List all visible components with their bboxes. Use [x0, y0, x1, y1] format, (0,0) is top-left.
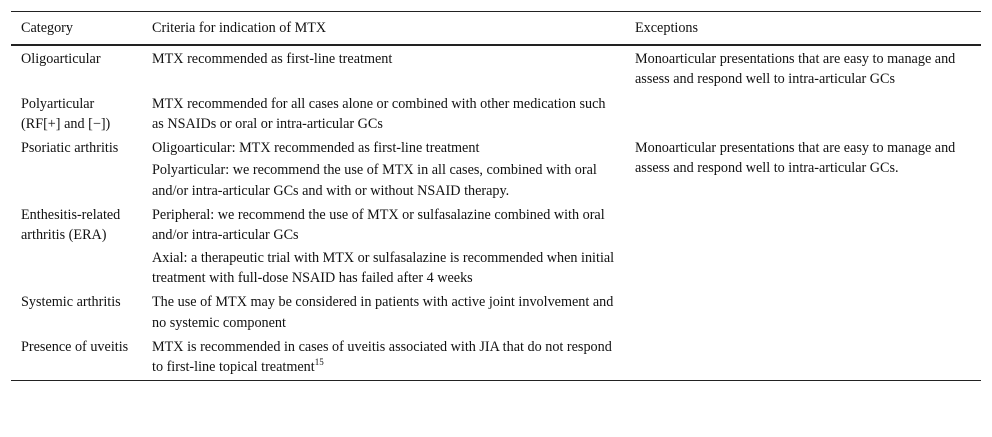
cell-criteria [142, 45, 625, 94]
cell-criteria [142, 94, 625, 139]
cell-exceptions: Monoarticular presentations that are easy to manage and assess and respond well to intra-articular GCs. [635, 140, 956, 177]
cell-exceptions [625, 337, 981, 381]
criteria-line-peripheral: Peripheral: we recommend the use of MTX or sulfasalazine combined with oral and/or intra-articular GCs [152, 207, 605, 244]
criteria-line: MTX recommended for all cases alone or combined with other medication such as NSAIDs or oral or intra-articular GCs [152, 95, 606, 132]
cell-criteria [142, 138, 625, 205]
cell-criteria [142, 292, 625, 337]
mtx-criteria-table [11, 11, 981, 381]
table-row-psoriatic-arthritis [11, 138, 981, 205]
header-category: Category [11, 12, 142, 46]
table-row-oligoarticular [11, 45, 981, 94]
mtx-criteria-table-container [11, 11, 981, 381]
cell-exceptions [625, 292, 981, 337]
table-row-systemic-arthritis [11, 292, 981, 337]
criteria-line-axial: Axial: a therapeutic trial with MTX or sulfasalazine is recommended when initial treatment with full-dose NSAID has failed after 4 weeks [152, 249, 615, 286]
cell-category: Enthesitis-related arthritis (ERA) [21, 207, 121, 244]
criteria-text: MTX is recommended in cases of uveitis associated with JIA that do not respond to first-line topical treatment [152, 338, 612, 376]
criteria-line-oligoarticular: Oligoarticular: MTX recommended as first-line treatment [152, 140, 480, 157]
cell-category: Systemic arthritis [21, 294, 121, 311]
cell-category: Oligoarticular [21, 51, 101, 67]
cell-category: Psoriatic arthritis [21, 140, 119, 157]
cell-exceptions: Monoarticular presentations that are easy to manage and assess and respond well to intra-articular GCs [635, 51, 956, 88]
table-row-presence-of-uveitis [11, 337, 981, 381]
criteria-line: The use of MTX may be considered in patients with active joint involvement and no systemic component [152, 294, 614, 331]
cell-criteria [142, 205, 625, 292]
cell-criteria [142, 337, 625, 381]
cell-category: Polyarticular (RF[+] and [−]) [21, 95, 111, 132]
table-body [11, 45, 981, 381]
header-criteria: Criteria for indication of MTX [142, 12, 625, 46]
criteria-line [152, 337, 615, 378]
cell-exceptions [625, 205, 981, 292]
reference-superscript: 15 [314, 357, 324, 368]
table-row-polyarticular [11, 94, 981, 139]
header-exceptions: Exceptions [625, 12, 981, 46]
criteria-line: MTX recommended as first-line treatment [152, 51, 393, 67]
criteria-line-polyarticular: Polyarticular: we recommend the use of MTX in all cases, combined with oral and/or intra-articular GCs and with or without NSAID therapy. [152, 162, 597, 199]
cell-exceptions [625, 94, 981, 139]
table-row-enthesitis-related-arthritis [11, 205, 981, 292]
table-header [11, 12, 981, 46]
cell-category: Presence of uveitis [11, 337, 142, 381]
header-row [11, 12, 981, 46]
